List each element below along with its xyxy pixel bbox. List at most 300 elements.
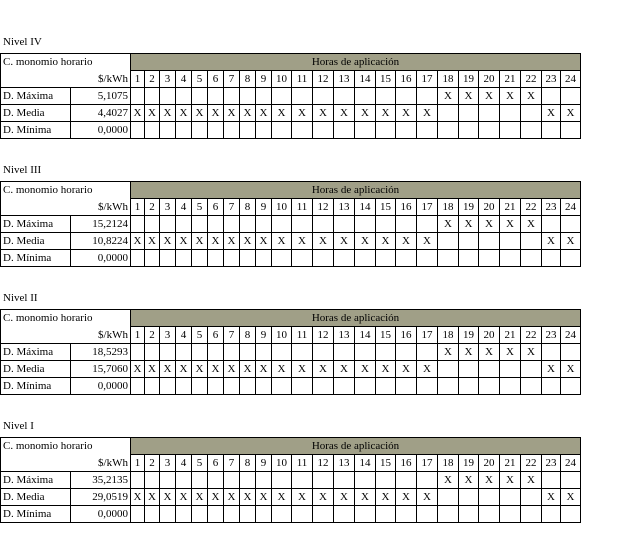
hour-cell bbox=[313, 122, 334, 139]
hour-mark: X bbox=[459, 472, 479, 489]
hour-header: 4 bbox=[176, 71, 192, 88]
hour-mark: X bbox=[208, 233, 224, 250]
hour-mark: X bbox=[438, 472, 459, 489]
hour-header: 12 bbox=[313, 199, 334, 216]
hour-cell bbox=[396, 250, 417, 267]
hour-cell bbox=[313, 472, 334, 489]
hour-header: 24 bbox=[561, 455, 581, 472]
hour-cell bbox=[561, 216, 581, 233]
hour-cell bbox=[256, 250, 272, 267]
hour-cell bbox=[396, 122, 417, 139]
demand-value: 0,0000 bbox=[71, 250, 131, 267]
hour-mark: X bbox=[376, 489, 396, 506]
demand-label: D. Mínima bbox=[1, 506, 71, 523]
demand-label: D. Mínima bbox=[1, 378, 71, 395]
hour-cell bbox=[521, 489, 542, 506]
hour-cell bbox=[438, 250, 459, 267]
hour-mark: X bbox=[176, 105, 192, 122]
hour-header: 12 bbox=[313, 71, 334, 88]
hour-mark: X bbox=[334, 233, 355, 250]
hour-cell bbox=[438, 489, 459, 506]
hour-mark: X bbox=[160, 489, 176, 506]
hour-cell bbox=[417, 250, 438, 267]
hour-cell bbox=[160, 506, 176, 523]
hour-cell bbox=[131, 506, 145, 523]
hour-mark: X bbox=[240, 233, 256, 250]
hour-mark: X bbox=[334, 489, 355, 506]
hour-cell bbox=[145, 122, 160, 139]
hour-cell bbox=[459, 122, 479, 139]
demand-row bbox=[1, 506, 581, 523]
hour-header: 8 bbox=[240, 327, 256, 344]
hour-header: 3 bbox=[160, 455, 176, 472]
hour-header: 22 bbox=[521, 199, 542, 216]
hour-cell bbox=[192, 216, 208, 233]
hour-cell bbox=[292, 250, 313, 267]
hours-band-label: Horas de aplicación bbox=[131, 438, 581, 455]
hour-cell bbox=[500, 122, 521, 139]
hour-header: 18 bbox=[438, 327, 459, 344]
tariff-table bbox=[0, 53, 581, 139]
hour-mark: X bbox=[160, 233, 176, 250]
demand-row bbox=[1, 250, 581, 267]
hour-header: 24 bbox=[561, 199, 581, 216]
demand-row bbox=[1, 361, 581, 378]
hour-cell bbox=[521, 122, 542, 139]
demand-label: D. Máxima bbox=[1, 344, 71, 361]
hour-header: 6 bbox=[208, 71, 224, 88]
hour-header: 23 bbox=[542, 455, 561, 472]
hour-cell bbox=[292, 216, 313, 233]
hour-header: 6 bbox=[208, 199, 224, 216]
hour-mark: X bbox=[131, 361, 145, 378]
hour-header: 8 bbox=[240, 455, 256, 472]
hour-cell bbox=[542, 250, 561, 267]
hour-cell bbox=[145, 250, 160, 267]
hour-mark: X bbox=[561, 361, 581, 378]
hour-mark: X bbox=[355, 361, 376, 378]
hour-mark: X bbox=[542, 105, 561, 122]
hour-cell bbox=[500, 506, 521, 523]
unit-label: $/kWh bbox=[1, 199, 131, 216]
hour-mark: X bbox=[417, 489, 438, 506]
hour-mark: X bbox=[192, 489, 208, 506]
hour-cell bbox=[192, 122, 208, 139]
hour-header: 13 bbox=[334, 71, 355, 88]
hour-cell bbox=[292, 122, 313, 139]
hour-cell bbox=[176, 88, 192, 105]
hour-mark: X bbox=[145, 105, 160, 122]
hours-band-label: Horas de aplicación bbox=[131, 310, 581, 327]
hour-cell bbox=[438, 378, 459, 395]
hour-cell bbox=[417, 344, 438, 361]
hour-header: 5 bbox=[192, 199, 208, 216]
hour-header: 11 bbox=[292, 71, 313, 88]
hour-cell bbox=[256, 378, 272, 395]
hour-cell bbox=[459, 361, 479, 378]
hour-header: 11 bbox=[292, 199, 313, 216]
hour-cell bbox=[438, 233, 459, 250]
hour-mark: X bbox=[160, 105, 176, 122]
hour-header: 17 bbox=[417, 71, 438, 88]
hour-header: 9 bbox=[256, 327, 272, 344]
hour-header: 15 bbox=[376, 199, 396, 216]
hour-mark: X bbox=[292, 233, 313, 250]
hour-header: 2 bbox=[145, 71, 160, 88]
hour-cell bbox=[376, 216, 396, 233]
hour-cell bbox=[417, 216, 438, 233]
hours-row bbox=[1, 71, 581, 88]
hour-cell bbox=[500, 378, 521, 395]
hour-cell bbox=[334, 88, 355, 105]
hour-cell bbox=[417, 122, 438, 139]
hour-cell bbox=[208, 250, 224, 267]
demand-row bbox=[1, 216, 581, 233]
demand-value: 5,1075 bbox=[71, 88, 131, 105]
hour-mark: X bbox=[479, 344, 500, 361]
hour-cell bbox=[459, 506, 479, 523]
hour-header: 13 bbox=[334, 455, 355, 472]
hour-cell bbox=[417, 378, 438, 395]
hour-header: 3 bbox=[160, 71, 176, 88]
hour-cell bbox=[334, 472, 355, 489]
hour-mark: X bbox=[240, 489, 256, 506]
hour-cell bbox=[313, 88, 334, 105]
hour-header: 20 bbox=[479, 199, 500, 216]
hour-cell bbox=[479, 233, 500, 250]
section-title: Nivel III bbox=[3, 164, 42, 176]
demand-value: 0,0000 bbox=[71, 378, 131, 395]
header-label: C. monomio horario bbox=[1, 310, 131, 327]
hour-cell bbox=[176, 344, 192, 361]
hour-cell bbox=[224, 88, 240, 105]
hour-header: 21 bbox=[500, 455, 521, 472]
hour-cell bbox=[521, 233, 542, 250]
hour-cell bbox=[396, 506, 417, 523]
hour-mark: X bbox=[459, 344, 479, 361]
hour-mark: X bbox=[131, 105, 145, 122]
hour-cell bbox=[176, 250, 192, 267]
hour-header: 9 bbox=[256, 455, 272, 472]
hour-cell bbox=[131, 344, 145, 361]
hour-cell bbox=[224, 216, 240, 233]
hour-header: 14 bbox=[355, 327, 376, 344]
hour-mark: X bbox=[459, 216, 479, 233]
hour-header: 18 bbox=[438, 199, 459, 216]
demand-value: 35,2135 bbox=[71, 472, 131, 489]
hour-cell bbox=[479, 489, 500, 506]
hours-band-label: Horas de aplicación bbox=[131, 54, 581, 71]
hour-mark: X bbox=[176, 489, 192, 506]
hour-cell bbox=[459, 233, 479, 250]
hour-cell bbox=[240, 472, 256, 489]
demand-value: 29,0519 bbox=[71, 489, 131, 506]
hour-cell bbox=[355, 378, 376, 395]
hour-cell bbox=[224, 506, 240, 523]
hour-cell bbox=[355, 88, 376, 105]
hour-cell bbox=[479, 105, 500, 122]
hour-cell bbox=[131, 378, 145, 395]
hour-cell bbox=[438, 105, 459, 122]
hour-cell bbox=[256, 88, 272, 105]
hour-cell bbox=[176, 472, 192, 489]
hour-cell bbox=[355, 122, 376, 139]
hour-cell bbox=[561, 122, 581, 139]
tariff-table bbox=[0, 309, 581, 395]
hour-cell bbox=[131, 216, 145, 233]
hour-cell bbox=[459, 489, 479, 506]
hours-row bbox=[1, 199, 581, 216]
hour-cell bbox=[479, 122, 500, 139]
hour-header: 20 bbox=[479, 327, 500, 344]
hour-cell bbox=[145, 344, 160, 361]
hour-mark: X bbox=[131, 233, 145, 250]
hour-mark: X bbox=[192, 105, 208, 122]
hour-cell bbox=[459, 250, 479, 267]
hour-mark: X bbox=[256, 489, 272, 506]
hour-mark: X bbox=[313, 489, 334, 506]
hour-cell bbox=[313, 506, 334, 523]
hour-header: 3 bbox=[160, 199, 176, 216]
hour-cell bbox=[521, 506, 542, 523]
hour-cell bbox=[160, 216, 176, 233]
hour-header: 12 bbox=[313, 327, 334, 344]
hour-cell bbox=[240, 250, 256, 267]
hour-mark: X bbox=[521, 216, 542, 233]
unit-label: $/kWh bbox=[1, 455, 131, 472]
hour-cell bbox=[355, 344, 376, 361]
hour-header: 4 bbox=[176, 455, 192, 472]
hour-header: 15 bbox=[376, 71, 396, 88]
demand-value: 4,4027 bbox=[71, 105, 131, 122]
demand-value: 15,7060 bbox=[71, 361, 131, 378]
hour-header: 19 bbox=[459, 199, 479, 216]
hour-mark: X bbox=[272, 489, 292, 506]
hour-cell bbox=[176, 122, 192, 139]
hour-cell bbox=[145, 378, 160, 395]
demand-label: D. Media bbox=[1, 233, 71, 250]
hour-header: 24 bbox=[561, 327, 581, 344]
hour-header: 16 bbox=[396, 199, 417, 216]
hour-mark: X bbox=[500, 344, 521, 361]
demand-row bbox=[1, 88, 581, 105]
hour-header: 19 bbox=[459, 327, 479, 344]
hour-header: 18 bbox=[438, 455, 459, 472]
hour-mark: X bbox=[542, 489, 561, 506]
hour-header: 9 bbox=[256, 199, 272, 216]
hour-cell bbox=[376, 122, 396, 139]
hour-cell bbox=[292, 88, 313, 105]
hour-cell bbox=[376, 506, 396, 523]
hour-header: 5 bbox=[192, 327, 208, 344]
hour-cell bbox=[459, 378, 479, 395]
hour-mark: X bbox=[292, 361, 313, 378]
hour-header: 20 bbox=[479, 71, 500, 88]
hour-header: 10 bbox=[272, 455, 292, 472]
hour-mark: X bbox=[479, 88, 500, 105]
hour-cell bbox=[500, 489, 521, 506]
hour-mark: X bbox=[224, 361, 240, 378]
hour-cell bbox=[256, 506, 272, 523]
hour-mark: X bbox=[542, 361, 561, 378]
hour-mark: X bbox=[479, 216, 500, 233]
hour-mark: X bbox=[256, 361, 272, 378]
hour-cell bbox=[208, 216, 224, 233]
hour-mark: X bbox=[131, 489, 145, 506]
hour-cell bbox=[160, 88, 176, 105]
hour-header: 23 bbox=[542, 327, 561, 344]
hour-cell bbox=[256, 344, 272, 361]
hour-header: 13 bbox=[334, 199, 355, 216]
hour-header: 6 bbox=[208, 327, 224, 344]
hour-cell bbox=[192, 378, 208, 395]
hour-header: 12 bbox=[313, 455, 334, 472]
hour-cell bbox=[208, 378, 224, 395]
hour-mark: X bbox=[376, 361, 396, 378]
header-row bbox=[1, 54, 581, 71]
hour-mark: X bbox=[313, 361, 334, 378]
header-row bbox=[1, 182, 581, 199]
hour-header: 10 bbox=[272, 199, 292, 216]
hour-header: 1 bbox=[131, 455, 145, 472]
hour-header: 24 bbox=[561, 71, 581, 88]
hour-mark: X bbox=[160, 361, 176, 378]
hour-cell bbox=[272, 250, 292, 267]
hour-mark: X bbox=[208, 361, 224, 378]
hour-cell bbox=[561, 472, 581, 489]
hour-header: 10 bbox=[272, 71, 292, 88]
hour-cell bbox=[521, 361, 542, 378]
hour-header: 23 bbox=[542, 199, 561, 216]
hour-mark: X bbox=[240, 361, 256, 378]
hour-cell bbox=[240, 122, 256, 139]
hour-cell bbox=[145, 88, 160, 105]
hour-cell bbox=[192, 344, 208, 361]
hour-cell bbox=[500, 250, 521, 267]
hour-header: 21 bbox=[500, 327, 521, 344]
hour-cell bbox=[272, 216, 292, 233]
hour-cell bbox=[131, 472, 145, 489]
hour-header: 16 bbox=[396, 455, 417, 472]
hour-header: 14 bbox=[355, 71, 376, 88]
hour-cell bbox=[131, 250, 145, 267]
hour-cell bbox=[396, 472, 417, 489]
hour-cell bbox=[208, 472, 224, 489]
hour-mark: X bbox=[145, 489, 160, 506]
hour-header: 1 bbox=[131, 71, 145, 88]
hour-cell bbox=[417, 506, 438, 523]
hour-header: 16 bbox=[396, 71, 417, 88]
hours-band-label: Horas de aplicación bbox=[131, 182, 581, 199]
hour-cell bbox=[438, 122, 459, 139]
hour-header: 4 bbox=[176, 199, 192, 216]
hour-mark: X bbox=[396, 361, 417, 378]
hour-mark: X bbox=[561, 489, 581, 506]
hour-cell bbox=[160, 344, 176, 361]
hour-cell bbox=[561, 506, 581, 523]
hour-cell bbox=[240, 378, 256, 395]
hour-header: 19 bbox=[459, 455, 479, 472]
hour-mark: X bbox=[192, 233, 208, 250]
hour-header: 7 bbox=[224, 455, 240, 472]
hour-mark: X bbox=[224, 233, 240, 250]
hour-header: 20 bbox=[479, 455, 500, 472]
hour-mark: X bbox=[521, 472, 542, 489]
hour-cell bbox=[145, 506, 160, 523]
hour-cell bbox=[396, 378, 417, 395]
hour-cell bbox=[256, 122, 272, 139]
header-label: C. monomio horario bbox=[1, 182, 131, 199]
hour-mark: X bbox=[176, 361, 192, 378]
hour-header: 22 bbox=[521, 71, 542, 88]
hour-header: 19 bbox=[459, 71, 479, 88]
demand-label: D. Máxima bbox=[1, 216, 71, 233]
demand-value: 15,2124 bbox=[71, 216, 131, 233]
hour-mark: X bbox=[272, 361, 292, 378]
hour-cell bbox=[240, 216, 256, 233]
hour-header: 8 bbox=[240, 199, 256, 216]
hour-cell bbox=[355, 216, 376, 233]
demand-value: 0,0000 bbox=[71, 122, 131, 139]
hour-cell bbox=[542, 344, 561, 361]
hour-cell bbox=[542, 472, 561, 489]
hour-cell bbox=[176, 506, 192, 523]
hour-mark: X bbox=[208, 489, 224, 506]
hour-mark: X bbox=[561, 105, 581, 122]
hour-header: 22 bbox=[521, 455, 542, 472]
hour-mark: X bbox=[417, 233, 438, 250]
demand-label: D. Máxima bbox=[1, 88, 71, 105]
hour-cell bbox=[334, 344, 355, 361]
hour-cell bbox=[561, 88, 581, 105]
hour-cell bbox=[561, 378, 581, 395]
hour-header: 10 bbox=[272, 327, 292, 344]
demand-label: D. Media bbox=[1, 489, 71, 506]
demand-row bbox=[1, 489, 581, 506]
hour-cell bbox=[145, 216, 160, 233]
header-row bbox=[1, 310, 581, 327]
hour-mark: X bbox=[313, 105, 334, 122]
hour-cell bbox=[256, 216, 272, 233]
hour-cell bbox=[192, 472, 208, 489]
hour-mark: X bbox=[192, 361, 208, 378]
hour-header: 5 bbox=[192, 455, 208, 472]
hour-cell bbox=[376, 472, 396, 489]
hour-mark: X bbox=[292, 105, 313, 122]
hour-cell bbox=[479, 506, 500, 523]
hour-mark: X bbox=[145, 361, 160, 378]
hour-mark: X bbox=[542, 233, 561, 250]
demand-label: D. Mínima bbox=[1, 122, 71, 139]
hour-cell bbox=[334, 250, 355, 267]
hour-header: 16 bbox=[396, 327, 417, 344]
hour-cell bbox=[224, 378, 240, 395]
demand-value: 0,0000 bbox=[71, 506, 131, 523]
hour-header: 22 bbox=[521, 327, 542, 344]
hour-header: 13 bbox=[334, 327, 355, 344]
hour-header: 7 bbox=[224, 327, 240, 344]
hour-mark: X bbox=[376, 233, 396, 250]
hour-header: 14 bbox=[355, 455, 376, 472]
hour-header: 2 bbox=[145, 455, 160, 472]
hour-header: 17 bbox=[417, 327, 438, 344]
hour-cell bbox=[313, 344, 334, 361]
demand-row bbox=[1, 378, 581, 395]
unit-label: $/kWh bbox=[1, 71, 131, 88]
demand-row bbox=[1, 105, 581, 122]
hour-cell bbox=[272, 472, 292, 489]
hours-row bbox=[1, 327, 581, 344]
